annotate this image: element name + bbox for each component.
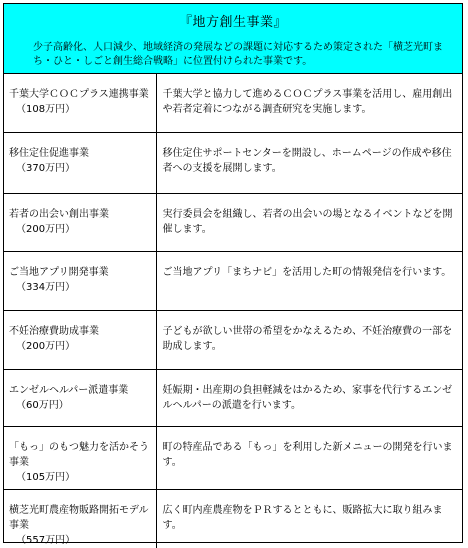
project-description: 子どもが欲しい世帯の希望をかなえるため、不妊治療費の一部を助成します。 — [156, 310, 462, 369]
project-name: 横芝光町農産物販路開拓モデル事業 — [9, 504, 149, 531]
project-name: エンゼルヘルパー派遣事業 — [9, 384, 129, 396]
project-description: 千葉大学と協力して進めるＣＯＣプラス事業を活用し、雇用創出や若者定着につながる調査研究を実施します。 — [162, 89, 453, 115]
project-name-cell — [4, 193, 156, 251]
project-name: 千葉大学ＣＯＣプラス連携事業 — [9, 89, 149, 100]
project-amount: （108万円） — [16, 104, 76, 115]
project-description: ご当地アプリ「まちナビ」を活用した町の情報発信を行います。 — [156, 251, 462, 310]
project-list-panel — [3, 3, 463, 546]
page-title: 『地方創生事業』 — [178, 15, 287, 30]
header-banner — [4, 4, 462, 74]
project-name-cell — [4, 310, 156, 369]
projects-table — [4, 74, 462, 548]
table-row — [4, 74, 462, 132]
table-row — [4, 426, 462, 489]
project-name-cell — [4, 489, 156, 548]
table-row — [4, 310, 462, 369]
table-row — [4, 369, 462, 426]
project-description: 妊娠期・出産期の負担軽減をはかるため、家事を代行するエンゼルヘルパーの派遣を行います。 — [156, 369, 462, 426]
project-name: 不妊治療費助成事業 — [9, 325, 99, 337]
table-row — [4, 251, 462, 310]
project-amount: （370万円） — [16, 162, 76, 174]
project-name: 移住定住促進事業 — [9, 147, 89, 159]
project-description: 町の特産品である「もっ」を利用した新メニューの開発を行います。 — [156, 426, 462, 489]
project-name-cell — [4, 369, 156, 426]
project-description: 広く町内産農産物をＰＲするとともに、販路拡大に取り組みます。 — [156, 489, 462, 548]
project-name-cell — [4, 251, 156, 310]
project-amount: （334万円） — [16, 281, 76, 293]
table-row — [4, 132, 462, 193]
intro-text: 少子高齢化、人口減少、地域経済の発展などの課題に対応するため策定された「横芝光町まち・ひと・しごと創生総合戦略」に位置付けられた事業です。 — [33, 42, 443, 67]
project-description: 移住定住サポートセンターを開設し、ホームページの作成や移住者への支援を展開します。 — [156, 132, 462, 193]
project-amount: （200万円） — [16, 340, 76, 352]
project-amount: （557万円） — [16, 534, 76, 546]
project-name-cell — [4, 74, 156, 132]
project-name-cell — [4, 426, 156, 489]
table-row — [4, 489, 462, 548]
table-row — [4, 193, 462, 251]
project-amount: （105万円） — [16, 471, 76, 483]
project-amount: （60万円） — [16, 399, 69, 411]
project-name: 若者の出会い創出事業 — [9, 208, 109, 220]
project-name: ご当地アプリ開発事業 — [9, 266, 109, 278]
project-name-cell — [4, 132, 156, 193]
project-amount: （200万円） — [16, 223, 76, 235]
project-description: 実行委員会を組織し、若者の出会いの場となるイベントなどを開催します。 — [156, 193, 462, 251]
project-name: 「もっ」のもつ魅力を活かそう事業 — [9, 441, 149, 468]
